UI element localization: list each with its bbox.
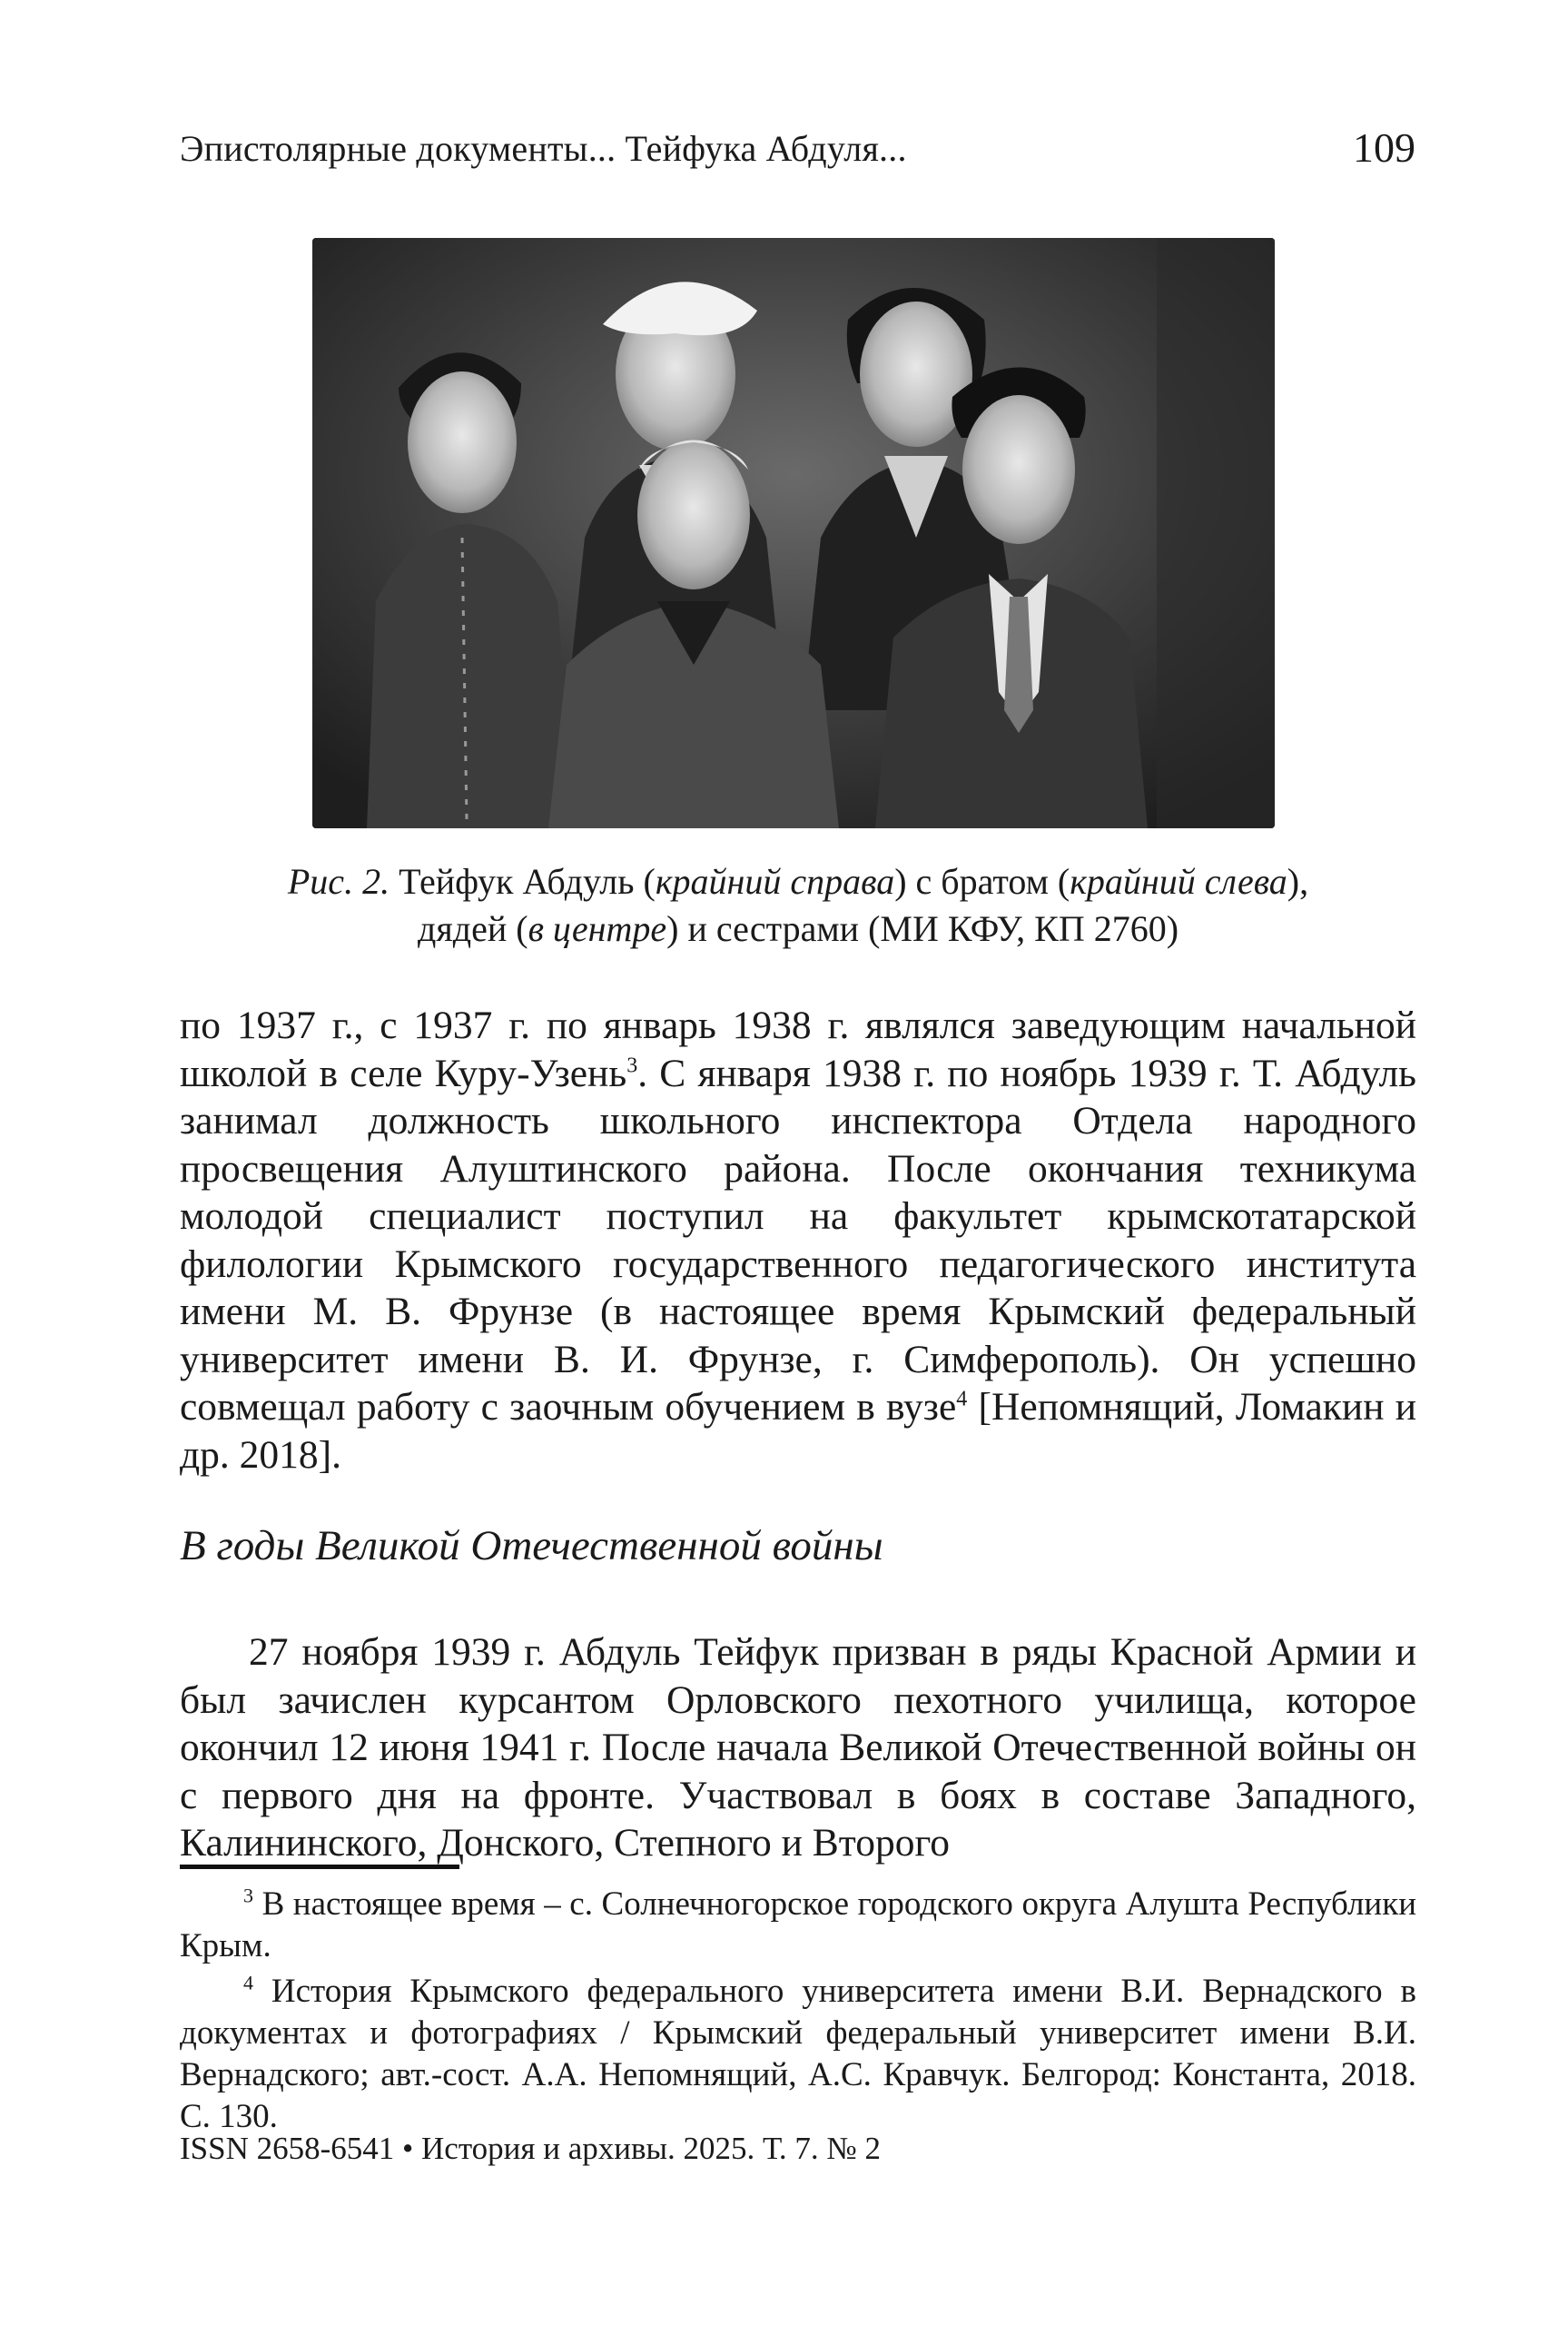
footnote-text-4: История Крымского федерального университета имени В.И. Вернадского в документах и фотографиях / Крымский федеральный университет имени В.И. Вернадского; авт.-сост. А.А. Непомнящий, А.С. Кравчук. Белгород: Константа, 2018. С. 130. xyxy=(180,1973,1416,2135)
footnote-4 xyxy=(180,1971,1416,2138)
caption-text-1: Тейфук Абдуль ( xyxy=(390,861,656,902)
page-number: 109 xyxy=(1353,124,1415,171)
journal-footer: ISSN 2658-6541 • История и архивы. 2025. Т. 7. № 2 xyxy=(180,2131,882,2166)
running-title: Эпистолярные документы... Тейфука Абдуля... xyxy=(180,128,907,169)
figure-caption xyxy=(180,858,1416,953)
caption-prefix: Рис. 2. xyxy=(287,861,390,902)
historical-family-photo xyxy=(312,238,1275,828)
footnote-3 xyxy=(180,1884,1416,1967)
photo-illustration xyxy=(312,238,1275,828)
footnotes xyxy=(180,1884,1416,2142)
caption-italic-right: крайний справа xyxy=(655,861,895,902)
section-heading: В годы Великой Отечественной войны xyxy=(180,1522,883,1569)
footnote-ref-4[interactable]: 4 xyxy=(956,1387,968,1411)
body-paragraph-2: 27 ноября 1939 г. Абдуль Тейфук призван в ряды Красной Армии и был зачислен курсантом Орловского пехотного училища, которое окончил 12 июня 1941 г. После начала Великой Отечественной войны он с первого дня на фронте. Участвовал в боях в составе Западного, Калининского, Донского, Степного и Второго xyxy=(180,1630,1416,1865)
footnote-mark-3: 3 xyxy=(243,1884,253,1907)
caption-italic-left: крайний слева xyxy=(1070,861,1287,902)
caption-text-3: ), xyxy=(1287,861,1309,902)
body-paragraph-1 xyxy=(180,1002,1416,1479)
paragraph-1-middle: . С января 1938 г. по ноябрь 1939 г. Т. Абдуль занимал должность школьного инспектора Отдела народного просвещения Алуштинского района. После окончания техникума молодой специалист поступил на факультет крымскотатарской филологии Крымского государственного педагогического института имени М. В. Фрунзе (в настоящее время Крымский федеральный университет имени В. И. Фрунзе, г. Симферополь). Он успешно совмещал работу с заочным обучением в вузе xyxy=(180,1051,1417,1429)
paragraph-1-start: по 1937 г., с 1937 г. по январь 1938 г. являлся заведующим начальной школой в селе Куру-Узень xyxy=(180,1004,1416,1095)
caption-text-4: дядей ( xyxy=(417,908,528,949)
footnote-ref-3[interactable]: 3 xyxy=(626,1054,638,1077)
caption-italic-center: в центре xyxy=(528,908,667,949)
footnote-mark-4: 4 xyxy=(243,1971,253,1994)
caption-text-5: ) и сестрами (МИ КФУ, КП 2760) xyxy=(666,908,1179,949)
footnote-text-3: В настоящее время – с. Солнечногорское городского округа Алушта Республики Крым. xyxy=(180,1885,1416,1964)
caption-text-2: ) с братом ( xyxy=(894,861,1070,902)
paragraph-1-end: [Непомнящий, Ломакин и др. 2018]. xyxy=(180,1385,1416,1477)
footnote-divider xyxy=(180,1865,459,1869)
